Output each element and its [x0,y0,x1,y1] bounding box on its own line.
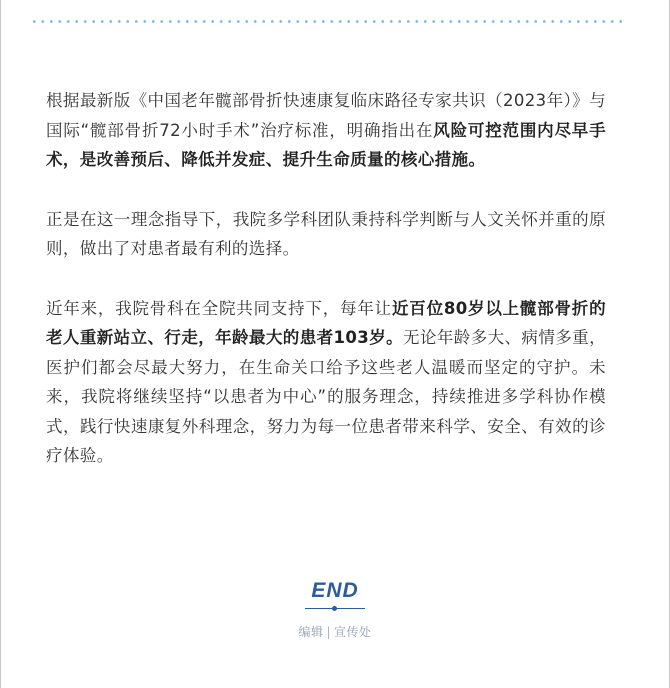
editor-credit [0,623,670,640]
top-dotted-divider [30,20,622,23]
credit-separator: | [326,625,332,639]
end-underline-divider [305,608,365,609]
article-body [46,86,606,501]
paragraph-team [46,205,606,264]
paragraph-text: 无论年龄多大、病情多重，医护们都会尽最大努力，在生命关口给予这些老人温暖而坚定的守护。未来，我院将继续坚持“以患者为中心”的服务理念，持续推进多学科协作模式，践行快速康复外科理念，努力为每一位患者带来科学、安全、有效的诊疗体验。 [46,328,606,465]
paragraph-text: 根据最新版《中国老年髋部骨折快速康复临床路径专家共识（2023年）》与国际“髋部骨折72小时手术”治疗标准，明确指出在 [46,91,606,140]
paragraph-emphasis: 近百位80岁以上髋部骨折的老人重新站立、行走，年龄最大的患者103岁。 [46,298,607,347]
paragraph-guideline [46,86,606,175]
credit-role: 编辑 [298,625,324,639]
end-block [0,578,670,640]
end-mark: END [311,579,359,602]
paragraph-achievement [46,294,606,471]
paragraph-emphasis: 风险可控范围内尽早手术，是改善预后、降低并发症、提升生命质量的核心措施。 [46,120,606,169]
paragraph-text: 近年来，我院骨科在全院共同支持下，每年让 [46,298,392,318]
credit-department: 宣传处 [334,625,372,639]
paragraph-text: 正是在这一理念指导下，我院多学科团队秉持科学判断与人文关怀并重的原则，做出了对患者最有利的选择。 [46,209,606,258]
